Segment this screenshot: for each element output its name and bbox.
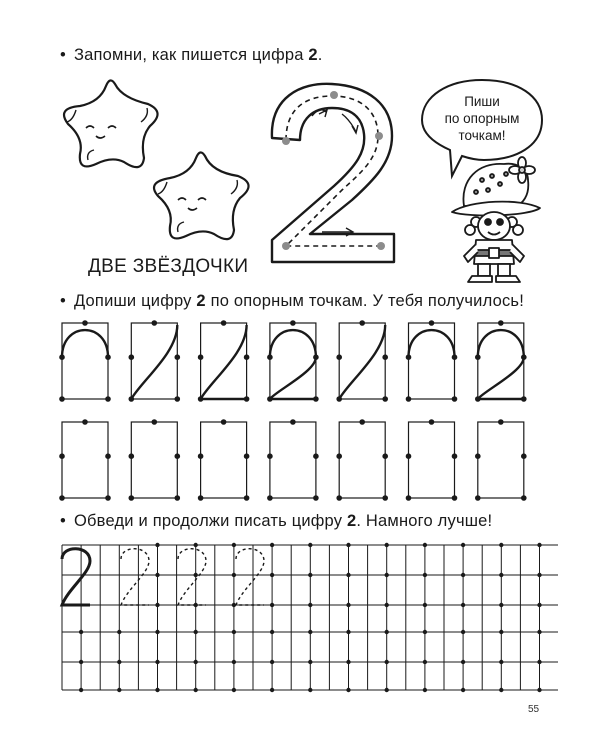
reference-dot	[129, 354, 135, 360]
reference-dot	[423, 660, 427, 664]
reference-dot	[175, 354, 181, 360]
reference-dot	[117, 630, 121, 634]
reference-dot	[521, 495, 527, 501]
reference-dot	[521, 396, 527, 402]
reference-dot	[406, 495, 412, 501]
reference-dot	[313, 453, 319, 459]
dot-boxes-row-2	[59, 419, 526, 501]
instruction-digit: 2	[308, 46, 318, 64]
reference-dot	[308, 688, 312, 692]
dashed-two	[121, 549, 149, 605]
caption-two-stars: ДВЕ ЗВЁЗДОЧКИ	[88, 256, 249, 277]
bubble-line: Пиши	[464, 94, 500, 109]
reference-dot	[499, 660, 503, 664]
reference-dot	[461, 688, 465, 692]
reference-dot	[537, 603, 541, 607]
reference-dot	[406, 354, 412, 360]
bullet: •	[60, 512, 66, 530]
reference-dot	[498, 320, 504, 326]
reference-dot	[385, 603, 389, 607]
reference-dot	[308, 660, 312, 664]
reference-dot	[382, 453, 388, 459]
reference-dot	[499, 543, 503, 547]
reference-dot	[498, 419, 504, 425]
reference-dot	[359, 320, 365, 326]
dashed-two	[236, 549, 264, 605]
reference-dot	[346, 603, 350, 607]
reference-dot	[537, 630, 541, 634]
instruction-tail: .	[317, 46, 323, 64]
reference-dot	[461, 630, 465, 634]
reference-dot	[385, 543, 389, 547]
reference-dot	[270, 543, 274, 547]
reference-dot	[385, 688, 389, 692]
reference-dot	[308, 630, 312, 634]
reference-dot	[155, 630, 159, 634]
reference-dot	[267, 495, 273, 501]
reference-dot	[382, 396, 388, 402]
reference-dot	[475, 453, 481, 459]
reference-dot	[117, 660, 121, 664]
reference-dot	[82, 320, 88, 326]
reference-dot	[194, 630, 198, 634]
instruction-text: Запомни, как пишется цифра	[74, 46, 309, 64]
instruction-text: Обведи и продолжи писать цифру	[74, 512, 347, 530]
reference-dot	[270, 573, 274, 577]
reference-dot	[537, 660, 541, 664]
reference-dot	[194, 688, 198, 692]
reference-dot	[423, 603, 427, 607]
dashed-two	[178, 549, 206, 605]
reference-dot	[385, 660, 389, 664]
instruction-digit: 2	[346, 512, 357, 530]
reference-dot	[79, 688, 83, 692]
dot-box	[267, 320, 319, 402]
reference-dot	[537, 573, 541, 577]
dot-boxes-row-1	[59, 320, 526, 402]
reference-dot	[232, 688, 236, 692]
reference-dot	[232, 660, 236, 664]
sample-two	[62, 549, 90, 605]
reference-dot	[359, 419, 365, 425]
reference-dot	[232, 603, 236, 607]
reference-dot	[221, 320, 227, 326]
reference-dot	[308, 573, 312, 577]
page-number: 55	[528, 704, 540, 715]
reference-dot	[385, 573, 389, 577]
reference-dot	[308, 543, 312, 547]
reference-dot	[423, 688, 427, 692]
dot-box	[198, 320, 250, 402]
dot-box	[129, 320, 181, 402]
reference-dot	[267, 396, 273, 402]
tracing-grid	[62, 543, 558, 692]
reference-dot	[406, 396, 412, 402]
reference-dot	[308, 603, 312, 607]
reference-dot	[499, 630, 503, 634]
dot-box	[59, 320, 111, 402]
reference-dot	[175, 453, 181, 459]
reference-dot	[244, 453, 250, 459]
reference-dot	[499, 603, 503, 607]
reference-dot	[198, 453, 204, 459]
reference-dot	[475, 354, 481, 360]
reference-dot	[267, 453, 273, 459]
reference-dot	[270, 688, 274, 692]
reference-dot	[175, 396, 181, 402]
instruction-digit: 2	[196, 292, 206, 310]
reference-dot	[429, 419, 435, 425]
reference-dot	[232, 573, 236, 577]
reference-dot	[346, 630, 350, 634]
reference-dot	[129, 495, 135, 501]
reference-dot	[194, 543, 198, 547]
reference-dot	[244, 396, 250, 402]
reference-dot	[198, 495, 204, 501]
reference-dot	[194, 660, 198, 664]
reference-dot	[129, 396, 135, 402]
reference-dot	[244, 354, 250, 360]
reference-dot	[461, 660, 465, 664]
reference-dot	[452, 396, 458, 402]
reference-dot	[475, 495, 481, 501]
reference-dot	[452, 495, 458, 501]
dot-box	[129, 419, 181, 501]
reference-dot	[537, 543, 541, 547]
reference-dot	[290, 320, 296, 326]
reference-dot	[152, 320, 158, 326]
reference-dot	[59, 396, 65, 402]
reference-dot	[385, 630, 389, 634]
reference-dot	[117, 688, 121, 692]
bullet: •	[60, 46, 66, 64]
reference-dot	[270, 603, 274, 607]
reference-dot	[499, 688, 503, 692]
reference-dot	[129, 453, 135, 459]
reference-dot	[336, 453, 342, 459]
reference-dot	[232, 543, 236, 547]
reference-dot	[290, 419, 296, 425]
reference-dot	[155, 660, 159, 664]
reference-dot	[452, 354, 458, 360]
reference-dot	[429, 320, 435, 326]
reference-dot	[221, 419, 227, 425]
reference-dot	[313, 495, 319, 501]
reference-dot	[423, 573, 427, 577]
reference-dot	[346, 688, 350, 692]
reference-dot	[105, 354, 111, 360]
reference-dot	[155, 573, 159, 577]
dot-box	[475, 320, 527, 402]
reference-dot	[232, 630, 236, 634]
reference-dot	[521, 354, 527, 360]
reference-dot	[336, 495, 342, 501]
instruction-tail: . Намного лучше!	[356, 512, 493, 530]
reference-dot	[105, 396, 111, 402]
dot-box	[475, 419, 527, 501]
reference-dot	[270, 630, 274, 634]
dot-box	[336, 320, 388, 402]
reference-dot	[537, 688, 541, 692]
reference-dot	[155, 603, 159, 607]
reference-dot	[346, 573, 350, 577]
reference-dot	[244, 495, 250, 501]
bubble-line: по опорным	[444, 111, 520, 126]
reference-dot	[461, 573, 465, 577]
dot-box	[59, 419, 111, 501]
dot-box	[336, 419, 388, 501]
reference-dot	[406, 453, 412, 459]
reference-dot	[59, 453, 65, 459]
reference-dot	[59, 354, 65, 360]
reference-dot	[423, 630, 427, 634]
reference-dot	[105, 495, 111, 501]
reference-dot	[475, 396, 481, 402]
reference-dot	[423, 543, 427, 547]
reference-dot	[452, 453, 458, 459]
reference-dot	[82, 419, 88, 425]
reference-dot	[382, 495, 388, 501]
dot-box	[267, 419, 319, 501]
reference-dot	[155, 543, 159, 547]
reference-dot	[346, 543, 350, 547]
reference-dot	[499, 573, 503, 577]
bubble-line: точкам!	[458, 128, 506, 143]
reference-dot	[346, 660, 350, 664]
dot-box	[406, 320, 458, 402]
reference-dot	[198, 396, 204, 402]
dot-box	[406, 419, 458, 501]
reference-dot	[461, 543, 465, 547]
reference-dot	[105, 453, 111, 459]
reference-dot	[521, 453, 527, 459]
reference-dot	[336, 396, 342, 402]
bullet: •	[60, 292, 66, 310]
reference-dot	[194, 603, 198, 607]
instruction-text: Допиши цифру	[74, 292, 197, 310]
reference-dot	[175, 495, 181, 501]
dot-box	[198, 419, 250, 501]
reference-dot	[198, 354, 204, 360]
reference-dot	[79, 660, 83, 664]
reference-dot	[461, 603, 465, 607]
reference-dot	[313, 396, 319, 402]
reference-dot	[336, 354, 342, 360]
reference-dot	[59, 495, 65, 501]
reference-dot	[152, 419, 158, 425]
reference-dot	[194, 573, 198, 577]
reference-dot	[155, 688, 159, 692]
reference-dot	[79, 630, 83, 634]
reference-dot	[270, 660, 274, 664]
reference-dot	[267, 354, 273, 360]
instruction-tail: по опорным точкам. У тебя получилось!	[205, 292, 524, 310]
reference-dot	[382, 354, 388, 360]
reference-dot	[313, 354, 319, 360]
